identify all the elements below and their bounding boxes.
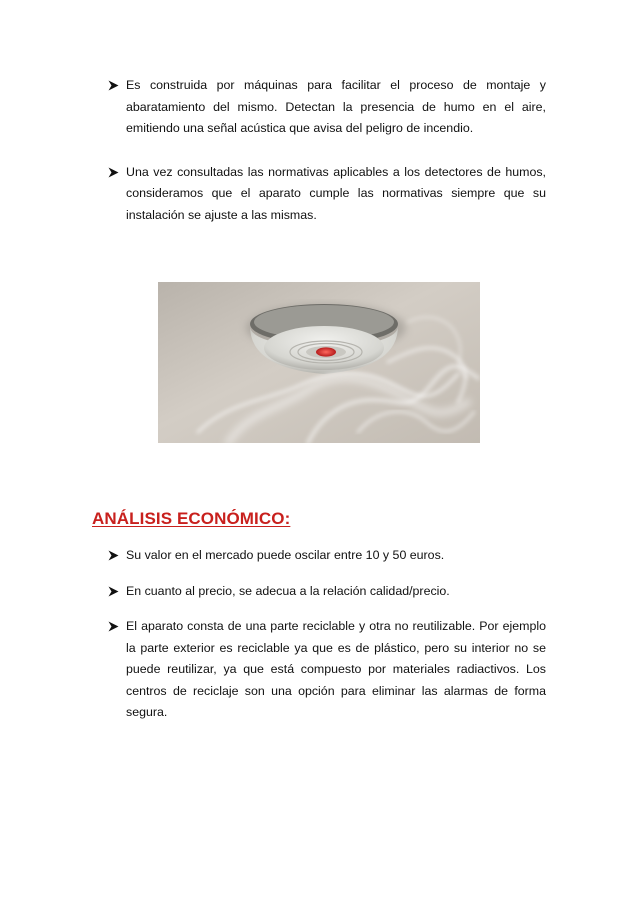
bullet-text: En cuanto al precio, se adecua a la relación calidad/precio. <box>126 583 450 598</box>
arrowhead-bullet-icon <box>108 621 119 632</box>
bullet-text: Su valor en el mercado puede oscilar entre 10 y 50 euros. <box>126 548 445 562</box>
list-item <box>108 75 546 140</box>
arrowhead-bullet-icon <box>108 586 119 597</box>
list-item <box>108 545 546 567</box>
arrowhead-bullet-icon <box>108 550 119 561</box>
bullet-text: El aparato consta de una parte reciclable y otra no reutilizable. Por ejemplo la parte exterior es reciclable ya que es de plástico, pero su interior no se puede reutilizar, ya que está compuesto por materiales radiactivos. Los centros de reciclaje son una opción para eliminar las alarmas de forma segura. <box>126 619 546 719</box>
list-item <box>108 616 546 724</box>
bullet-text: Es construida por máquinas para facilitar el proceso de montaje y abaratamiento del mismo. Detectan la presencia de humo en el aire, emitiendo una señal acústica que avisa del peligro de incendio. <box>126 78 546 135</box>
list-item <box>108 162 546 227</box>
list-item <box>108 581 546 603</box>
arrowhead-bullet-icon <box>108 167 119 178</box>
economic-bullet-list <box>108 545 546 724</box>
smoke-detector-photo <box>158 282 480 443</box>
intro-bullet-list <box>108 75 546 226</box>
arrowhead-bullet-icon <box>108 80 119 91</box>
bullet-text: Una vez consultadas las normativas aplicables a los detectores de humos, consideramos que el aparato cumple las normativas siempre que su instalación se ajuste a las mismas. <box>126 164 546 222</box>
section-heading-economic: ANÁLISIS ECONÓMICO: <box>92 509 291 528</box>
